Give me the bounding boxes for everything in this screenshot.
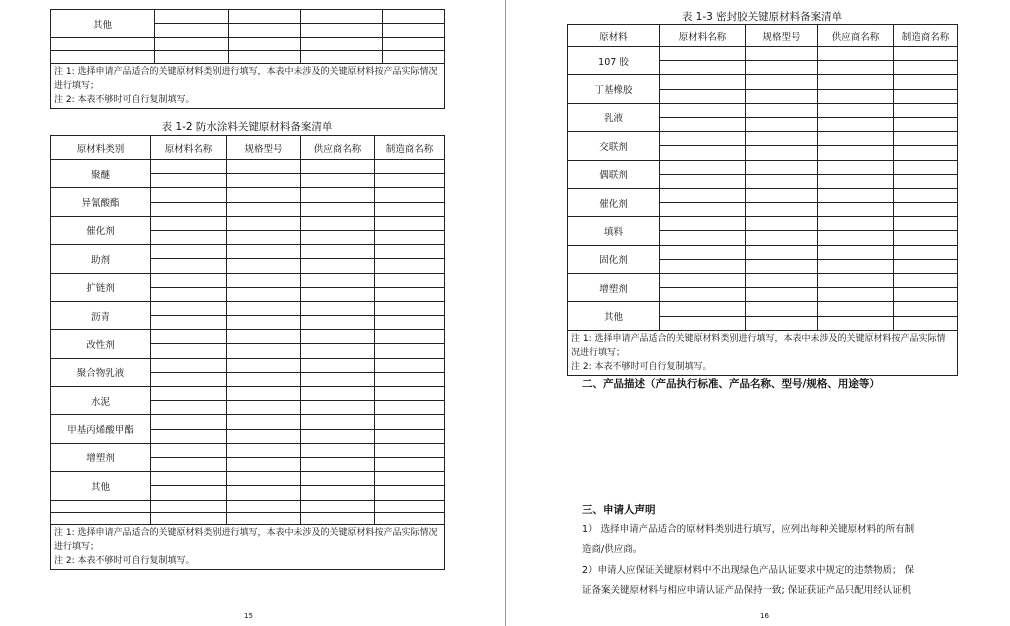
input-cell[interactable] (660, 103, 746, 117)
input-cell[interactable] (894, 146, 958, 160)
input-cell[interactable] (746, 146, 818, 160)
input-cell[interactable] (301, 415, 375, 429)
input-cell[interactable] (375, 443, 445, 457)
input-cell[interactable] (746, 188, 818, 202)
input-cell[interactable] (660, 117, 746, 131)
column-header: 制造商名称 (375, 136, 445, 160)
input-cell[interactable] (227, 387, 301, 401)
input-cell[interactable] (894, 132, 958, 146)
input-cell[interactable] (660, 188, 746, 202)
input-cell[interactable] (746, 203, 818, 217)
input-cell[interactable] (818, 316, 894, 330)
category-cell: 催化剂 (568, 188, 660, 216)
input-cell[interactable] (746, 61, 818, 75)
input-cell[interactable] (375, 387, 445, 401)
input-cell[interactable] (818, 47, 894, 61)
input-cell[interactable] (660, 47, 746, 61)
input-cell[interactable] (375, 415, 445, 429)
input-cell[interactable] (151, 174, 227, 188)
category-cell: 异氰酸酯 (51, 188, 151, 216)
note-1: 注 1: 选择申请产品适合的关键原材料类别进行填写，本表中未涉及的关键原材料按产品实际情况进行填写； (54, 67, 438, 91)
input-cell[interactable] (894, 259, 958, 273)
category-cell: 助剂 (51, 245, 151, 273)
input-cell[interactable] (660, 259, 746, 273)
input-cell[interactable] (229, 24, 301, 38)
input-cell[interactable] (746, 103, 818, 117)
input-cell[interactable] (227, 472, 301, 486)
column-header: 原材料 (568, 25, 660, 47)
input-cell[interactable] (301, 358, 375, 372)
input-cell[interactable] (660, 75, 746, 89)
input-cell[interactable] (227, 230, 301, 244)
input-cell[interactable] (301, 273, 375, 287)
input-cell[interactable] (51, 38, 155, 51)
input-cell[interactable] (151, 429, 227, 443)
input-cell[interactable] (301, 500, 375, 512)
input-cell[interactable] (229, 10, 301, 24)
column-header: 规格型号 (227, 136, 301, 160)
input-cell[interactable] (301, 51, 383, 64)
input-cell[interactable] (227, 174, 301, 188)
input-cell[interactable] (301, 457, 375, 471)
page-number-left: 15 (244, 612, 253, 620)
input-cell[interactable] (151, 512, 227, 524)
input-cell[interactable] (818, 302, 894, 316)
paragraph-2-line-2: 证备案关键原材料与相应申请认证产品保持一致; 保证获证产品只配用经认证机 (582, 585, 912, 596)
input-cell[interactable] (301, 512, 375, 524)
input-cell[interactable] (894, 231, 958, 245)
input-cell[interactable] (301, 486, 375, 500)
column-header: 原材料名称 (660, 25, 746, 47)
column-header: 原材料名称 (151, 136, 227, 160)
category-cell: 其他 (51, 472, 151, 500)
input-cell[interactable] (227, 401, 301, 415)
input-cell[interactable] (51, 512, 151, 524)
category-cell: 聚醚 (51, 160, 151, 188)
input-cell[interactable] (746, 217, 818, 231)
column-header: 原材料类别 (51, 136, 151, 160)
category-cell: 改性剂 (51, 330, 151, 358)
input-cell[interactable] (301, 160, 375, 174)
input-cell[interactable] (151, 245, 227, 259)
page-number-right: 16 (760, 612, 769, 620)
input-cell[interactable] (227, 443, 301, 457)
input-cell[interactable] (301, 188, 375, 202)
input-cell[interactable] (660, 231, 746, 245)
input-cell[interactable] (375, 202, 445, 216)
input-cell[interactable] (151, 301, 227, 315)
input-cell[interactable] (383, 10, 445, 24)
input-cell[interactable] (301, 330, 375, 344)
input-cell[interactable] (894, 245, 958, 259)
input-cell[interactable] (894, 203, 958, 217)
input-cell[interactable] (746, 47, 818, 61)
input-cell[interactable] (51, 51, 155, 64)
input-cell[interactable] (301, 387, 375, 401)
input-cell[interactable] (660, 132, 746, 146)
input-cell[interactable] (227, 330, 301, 344)
input-cell[interactable] (818, 160, 894, 174)
input-cell[interactable] (818, 132, 894, 146)
note-2: 注 2: 本表不够时可自行复制填写。 (571, 361, 712, 372)
input-cell[interactable] (894, 117, 958, 131)
input-cell[interactable] (746, 302, 818, 316)
input-cell[interactable] (227, 344, 301, 358)
input-cell[interactable] (227, 500, 301, 512)
input-cell[interactable] (818, 217, 894, 231)
category-cell: 交联剂 (568, 132, 660, 160)
input-cell[interactable] (818, 89, 894, 103)
input-cell[interactable] (229, 51, 301, 64)
table-1-2 (50, 135, 445, 570)
category-cell: 偶联剂 (568, 160, 660, 188)
input-cell[interactable] (660, 174, 746, 188)
input-cell[interactable] (151, 160, 227, 174)
category-cell: 催化剂 (51, 216, 151, 244)
input-cell[interactable] (818, 103, 894, 117)
input-cell[interactable] (301, 401, 375, 415)
input-cell[interactable] (301, 429, 375, 443)
input-cell[interactable] (894, 160, 958, 174)
input-cell[interactable] (151, 316, 227, 330)
input-cell[interactable] (375, 472, 445, 486)
input-cell[interactable] (227, 259, 301, 273)
input-cell[interactable] (227, 160, 301, 174)
input-cell[interactable] (894, 75, 958, 89)
category-cell: 丁基橡胶 (568, 75, 660, 103)
input-cell[interactable] (894, 61, 958, 75)
input-cell[interactable] (227, 512, 301, 524)
column-header: 规格型号 (746, 25, 818, 47)
input-cell[interactable] (151, 415, 227, 429)
input-cell[interactable] (383, 51, 445, 64)
input-cell[interactable] (151, 230, 227, 244)
input-cell[interactable] (375, 330, 445, 344)
input-cell[interactable] (375, 358, 445, 372)
input-cell[interactable] (151, 401, 227, 415)
column-header: 供应商名称 (301, 136, 375, 160)
input-cell[interactable] (229, 38, 301, 51)
input-cell[interactable] (301, 38, 383, 51)
input-cell[interactable] (375, 259, 445, 273)
input-cell[interactable] (818, 61, 894, 75)
input-cell[interactable] (818, 203, 894, 217)
category-cell: 水泥 (51, 387, 151, 415)
input-cell[interactable] (894, 302, 958, 316)
input-cell[interactable] (227, 188, 301, 202)
input-cell[interactable] (227, 216, 301, 230)
input-cell[interactable] (301, 230, 375, 244)
input-cell[interactable] (818, 274, 894, 288)
input-cell[interactable] (51, 500, 151, 512)
table-1-3 (567, 24, 958, 376)
input-cell[interactable] (660, 160, 746, 174)
input-cell[interactable] (155, 10, 229, 24)
paragraph-2-line-1: 2）申请人应保证关键原材料中不出现绿色产品认证要求中规定的违禁物质； 保 (582, 565, 915, 576)
input-cell[interactable] (151, 259, 227, 273)
paragraph-1-line-1: 1） 选择申请产品适合的原材料类别进行填写，应列出每种关键原材料的所有制 (582, 524, 915, 535)
input-cell[interactable] (227, 202, 301, 216)
input-cell[interactable] (227, 429, 301, 443)
input-cell[interactable] (818, 188, 894, 202)
input-cell[interactable] (151, 486, 227, 500)
input-cell[interactable] (375, 188, 445, 202)
category-cell: 增塑剂 (568, 274, 660, 302)
input-cell[interactable] (227, 457, 301, 471)
input-cell[interactable] (301, 316, 375, 330)
input-cell[interactable] (151, 358, 227, 372)
input-cell[interactable] (375, 344, 445, 358)
input-cell[interactable] (151, 443, 227, 457)
category-cell: 聚合物乳液 (51, 358, 151, 386)
input-cell[interactable] (383, 38, 445, 51)
input-cell[interactable] (375, 230, 445, 244)
input-cell[interactable] (227, 486, 301, 500)
category-cell: 其他 (51, 10, 155, 38)
input-cell[interactable] (818, 245, 894, 259)
input-cell[interactable] (151, 287, 227, 301)
input-cell[interactable] (151, 387, 227, 401)
category-cell: 填料 (568, 217, 660, 245)
category-cell: 107 胶 (568, 47, 660, 75)
input-cell[interactable] (301, 174, 375, 188)
input-cell[interactable] (383, 24, 445, 38)
input-cell[interactable] (227, 415, 301, 429)
input-cell[interactable] (894, 89, 958, 103)
input-cell[interactable] (301, 301, 375, 315)
input-cell[interactable] (151, 202, 227, 216)
input-cell[interactable] (746, 245, 818, 259)
input-cell[interactable] (746, 274, 818, 288)
input-cell[interactable] (660, 203, 746, 217)
table-1-1-continuation (50, 9, 445, 109)
input-cell[interactable] (660, 245, 746, 259)
category-cell: 乳液 (568, 103, 660, 131)
input-cell[interactable] (151, 500, 227, 512)
input-cell[interactable] (151, 188, 227, 202)
input-cell[interactable] (818, 231, 894, 245)
input-cell[interactable] (746, 117, 818, 131)
input-cell[interactable] (660, 302, 746, 316)
input-cell[interactable] (301, 372, 375, 386)
input-cell[interactable] (894, 103, 958, 117)
note-2: 注 2: 本表不够时可自行复制填写。 (54, 95, 195, 105)
input-cell[interactable] (746, 231, 818, 245)
input-cell[interactable] (660, 217, 746, 231)
input-cell[interactable] (227, 372, 301, 386)
input-cell[interactable] (151, 457, 227, 471)
input-cell[interactable] (375, 401, 445, 415)
input-cell[interactable] (301, 259, 375, 273)
input-cell[interactable] (746, 316, 818, 330)
input-cell[interactable] (746, 75, 818, 89)
input-cell[interactable] (301, 344, 375, 358)
input-cell[interactable] (746, 288, 818, 302)
input-cell[interactable] (746, 160, 818, 174)
column-header: 制造商名称 (894, 25, 958, 47)
input-cell[interactable] (375, 486, 445, 500)
input-cell[interactable] (375, 301, 445, 315)
paragraph-1 (582, 520, 914, 560)
input-cell[interactable] (746, 259, 818, 273)
input-cell[interactable] (151, 344, 227, 358)
input-cell[interactable] (375, 160, 445, 174)
input-cell[interactable] (375, 429, 445, 443)
input-cell[interactable] (894, 174, 958, 188)
section-3-heading: 三、申请人声明 (582, 504, 656, 516)
input-cell[interactable] (227, 287, 301, 301)
input-cell[interactable] (660, 146, 746, 160)
category-cell: 固化剂 (568, 245, 660, 273)
table-note (51, 64, 445, 109)
input-cell[interactable] (818, 75, 894, 89)
input-cell[interactable] (301, 443, 375, 457)
input-cell[interactable] (151, 330, 227, 344)
input-cell[interactable] (301, 245, 375, 259)
category-cell: 沥青 (51, 301, 151, 329)
input-cell[interactable] (818, 259, 894, 273)
input-cell[interactable] (660, 89, 746, 103)
input-cell[interactable] (818, 288, 894, 302)
input-cell[interactable] (660, 288, 746, 302)
input-cell[interactable] (301, 24, 383, 38)
note-1: 注 1: 选择申请产品适合的关键原材料类别进行填写，本表中未涉及的关键原材料按产品实际情况进行填写； (571, 333, 946, 358)
input-cell[interactable] (818, 117, 894, 131)
section-2-heading: 二、产品描述（产品执行标准、产品名称、型号/规格、用途等） (582, 378, 880, 390)
input-cell[interactable] (155, 38, 229, 51)
page-divider (505, 0, 506, 626)
input-cell[interactable] (894, 47, 958, 61)
input-cell[interactable] (155, 51, 229, 64)
note-2: 注 2: 本表不够时可自行复制填写。 (54, 555, 195, 566)
input-cell[interactable] (227, 358, 301, 372)
input-cell[interactable] (301, 216, 375, 230)
input-cell[interactable] (894, 274, 958, 288)
input-cell[interactable] (818, 174, 894, 188)
input-cell[interactable] (660, 61, 746, 75)
input-cell[interactable] (151, 216, 227, 230)
input-cell[interactable] (375, 245, 445, 259)
input-cell[interactable] (375, 316, 445, 330)
input-cell[interactable] (894, 217, 958, 231)
input-cell[interactable] (746, 132, 818, 146)
category-cell: 甲基丙烯酸甲酯 (51, 415, 151, 443)
input-cell[interactable] (301, 10, 383, 24)
input-cell[interactable] (227, 245, 301, 259)
input-cell[interactable] (894, 188, 958, 202)
input-cell[interactable] (375, 287, 445, 301)
input-cell[interactable] (227, 273, 301, 287)
input-cell[interactable] (660, 316, 746, 330)
input-cell[interactable] (818, 146, 894, 160)
input-cell[interactable] (746, 174, 818, 188)
input-cell[interactable] (151, 472, 227, 486)
input-cell[interactable] (151, 273, 227, 287)
input-cell[interactable] (301, 202, 375, 216)
table-note (568, 330, 958, 375)
input-cell[interactable] (375, 174, 445, 188)
input-cell[interactable] (375, 273, 445, 287)
input-cell[interactable] (375, 500, 445, 512)
input-cell[interactable] (227, 301, 301, 315)
input-cell[interactable] (375, 216, 445, 230)
category-cell: 扩链剂 (51, 273, 151, 301)
paragraph-2 (582, 561, 914, 601)
input-cell[interactable] (660, 274, 746, 288)
table-note (51, 524, 445, 569)
input-cell[interactable] (301, 287, 375, 301)
input-cell[interactable] (151, 372, 227, 386)
table-1-3-caption: 表 1-3 密封胶关键原材料备案清单 (681, 11, 843, 23)
input-cell[interactable] (894, 288, 958, 302)
input-cell[interactable] (746, 89, 818, 103)
input-cell[interactable] (227, 316, 301, 330)
input-cell[interactable] (301, 472, 375, 486)
paragraph-1-line-2: 造商/供应商。 (582, 544, 643, 555)
category-cell: 其他 (568, 302, 660, 330)
category-cell: 增塑剂 (51, 443, 151, 471)
input-cell[interactable] (375, 512, 445, 524)
input-cell[interactable] (375, 457, 445, 471)
table-1-2-caption: 表 1-2 防水涂料关键原材料备案清单 (161, 121, 333, 133)
column-header: 供应商名称 (818, 25, 894, 47)
input-cell[interactable] (375, 372, 445, 386)
input-cell[interactable] (155, 24, 229, 38)
note-1: 注 1: 选择申请产品适合的关键原材料类别进行填写，本表中未涉及的关键原材料按产品实际情况进行填写； (54, 527, 438, 552)
input-cell[interactable] (894, 316, 958, 330)
